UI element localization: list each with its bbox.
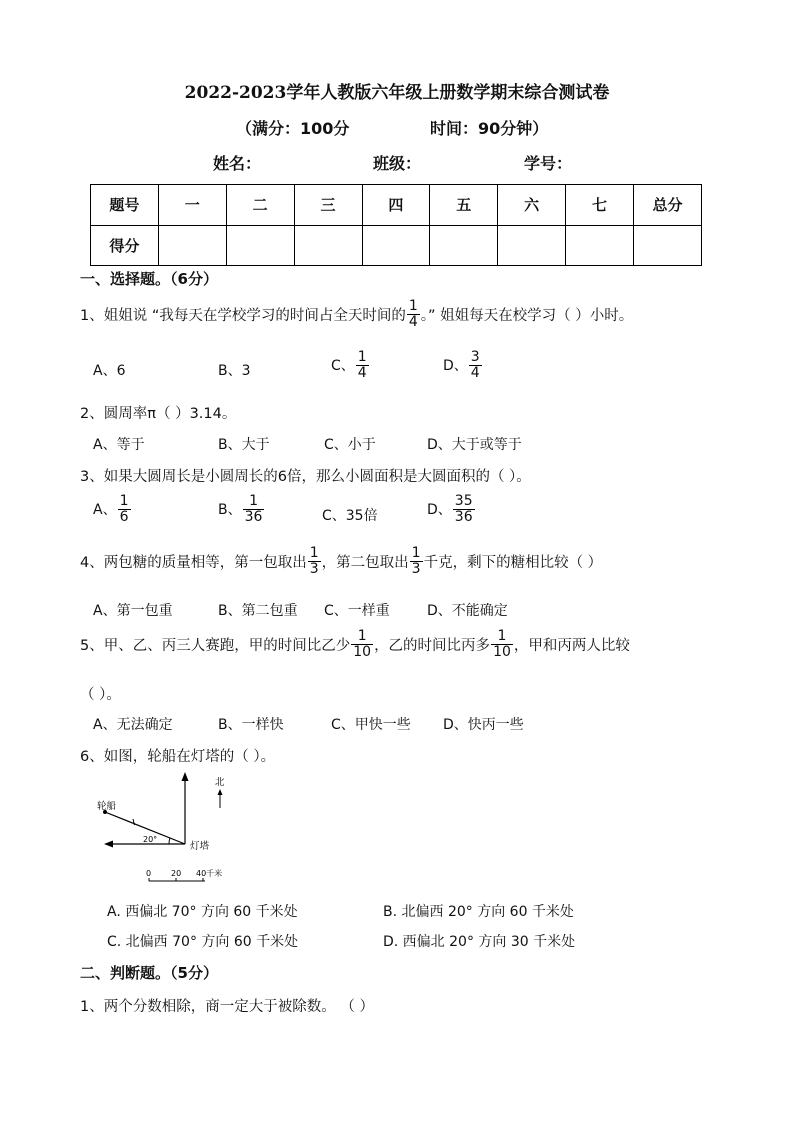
- score-table-header-row: [91, 185, 702, 226]
- q3-option-a-fraction: [118, 494, 131, 524]
- q6-option-d[interactable]: D. 西偏北 20° 方向 30 千米处: [383, 934, 576, 950]
- judgement-question-1: 1、两个分数相除，商一定大于被除数。 （ ）: [80, 999, 374, 1015]
- scale-label-0: 0: [146, 869, 152, 878]
- q6-option-a[interactable]: A. 西偏北 70° 方向 60 千米处: [107, 904, 298, 920]
- full-score: （满分：100分: [236, 119, 350, 138]
- score-input-7[interactable]: [566, 225, 634, 266]
- score-input-3[interactable]: [294, 225, 362, 266]
- score-table-score-row: [91, 225, 702, 266]
- q3-option-b[interactable]: [218, 494, 265, 524]
- q5-fraction-1: [351, 629, 373, 659]
- north-indicator-arrow: [218, 789, 223, 795]
- q5-option-b[interactable]: B、一样快: [218, 717, 284, 733]
- q2-option-c[interactable]: C、小于: [324, 437, 376, 453]
- q5-text-c: ，甲和丙两人比较: [513, 637, 630, 654]
- frac-num: 1: [411, 545, 421, 561]
- q2-option-a[interactable]: A、等于: [93, 437, 145, 453]
- q4-text-c: 千克，剩下的糖相比较（ ）: [423, 554, 603, 571]
- q1-option-d[interactable]: [443, 350, 483, 380]
- q4-fraction-2: [410, 546, 423, 576]
- q4-option-d[interactable]: D、不能确定: [427, 603, 508, 619]
- q3-option-d-fraction: [453, 494, 475, 524]
- q4-text-a: 4、两包糖的质量相等，第一包取出: [80, 554, 307, 571]
- north-axis-arrow: [182, 772, 189, 781]
- q1-option-a[interactable]: A、6: [93, 363, 126, 379]
- q4-option-a[interactable]: A、第一包重: [93, 603, 173, 619]
- cell-section-4: 四: [362, 185, 430, 226]
- cell-section-2: 二: [226, 185, 294, 226]
- q5-option-d[interactable]: D、快丙一些: [443, 717, 524, 733]
- score-input-total[interactable]: [634, 225, 702, 266]
- q4-fraction-1: [308, 546, 321, 576]
- q5-option-a[interactable]: A、无法确定: [93, 717, 173, 733]
- exam-title: 2022-2023学年人教版六年级上册数学期末综合测试卷: [184, 83, 610, 103]
- cell-section-6: 六: [498, 185, 566, 226]
- q3-option-b-fraction: [243, 494, 265, 524]
- q3-option-b-prefix: B、: [218, 502, 242, 519]
- question-6: 6、如图，轮船在灯塔的（ ）。: [80, 749, 276, 765]
- q5-fraction-2: [491, 629, 513, 659]
- student-id-label: 学号：: [524, 154, 573, 173]
- score-input-2[interactable]: [226, 225, 294, 266]
- section-2-title: 二、判断题。（5分）: [80, 964, 218, 982]
- q1-text-a: 1、姐姐说 “我每天在学校学习的时间占全天时间的: [80, 307, 406, 324]
- q5-text-a: 5、甲、乙、丙三人赛跑，甲的时间比乙少: [80, 637, 351, 654]
- q3-option-a[interactable]: [93, 494, 132, 524]
- score-input-1[interactable]: [158, 225, 226, 266]
- q1-option-c-fraction: [356, 350, 369, 380]
- frac-den: 3: [309, 560, 319, 577]
- q1-option-d-prefix: D、: [443, 358, 468, 375]
- frac-den: 36: [244, 508, 263, 525]
- score-input-6[interactable]: [498, 225, 566, 266]
- q1-option-c[interactable]: [331, 350, 370, 380]
- q3-option-d[interactable]: [427, 494, 476, 524]
- q3-option-d-prefix: D、: [427, 502, 452, 519]
- question-2: 2、圆周率π（ ）3.14。: [80, 406, 237, 422]
- q5-answer-blank: （ ）。: [80, 687, 121, 703]
- exam-time: 时间：90分钟）: [430, 119, 549, 138]
- score-input-4[interactable]: [362, 225, 430, 266]
- ship-label: 轮船: [97, 801, 117, 812]
- frac-num: 35: [454, 493, 473, 509]
- frac-den: 4: [470, 364, 480, 381]
- frac-num: 1: [497, 628, 507, 644]
- cell-section-1: 一: [158, 185, 226, 226]
- q3-option-a-prefix: A、: [93, 502, 117, 519]
- question-4: [80, 546, 602, 576]
- question-1: [80, 299, 633, 329]
- frac-den: 6: [119, 508, 129, 525]
- cell-section-7: 七: [566, 185, 634, 226]
- cell-score-label: 得分: [91, 225, 159, 266]
- q4-text-b: ，第二包取出: [321, 554, 409, 571]
- class-label: 班级：: [373, 154, 422, 173]
- q1-frac-num: 1: [408, 298, 418, 314]
- frac-num: 1: [309, 545, 319, 561]
- frac-num: 1: [119, 493, 129, 509]
- frac-den: 3: [411, 560, 421, 577]
- cell-question-number: 题号: [91, 185, 159, 226]
- q1-option-c-prefix: C、: [331, 358, 355, 375]
- question-3: 3、如果大圆周长是小圆周长的6倍，那么小圆面积是大圆面积的（ ）。: [80, 469, 531, 485]
- q2-option-b[interactable]: B、大于: [218, 437, 270, 453]
- q1-frac-den: 4: [408, 313, 418, 330]
- q6-option-b[interactable]: B. 北偏西 20° 方向 60 千米处: [383, 904, 574, 920]
- frac-den: 36: [454, 508, 473, 525]
- frac-num: 1: [357, 628, 367, 644]
- section-1-title: 一、选择题。（6分）: [80, 270, 218, 288]
- q4-option-c[interactable]: C、一样重: [324, 603, 390, 619]
- frac-den: 10: [353, 643, 372, 660]
- frac-num: 1: [357, 349, 367, 365]
- north-label: 北: [215, 777, 225, 788]
- lighthouse-label: 灯塔: [190, 841, 210, 852]
- scale-label-40: 40千米: [196, 869, 223, 878]
- q3-option-c[interactable]: C、35倍: [322, 508, 378, 524]
- scale-label-20: 20: [171, 869, 182, 878]
- frac-num: 3: [470, 349, 480, 365]
- q1-text-b: 。” 姐姐每天在校学习（ ）小时。: [420, 307, 634, 324]
- cell-section-5: 五: [430, 185, 498, 226]
- q2-option-d[interactable]: D、大于或等于: [427, 437, 522, 453]
- q5-text-b: ，乙的时间比丙多: [374, 637, 491, 654]
- score-input-5[interactable]: [430, 225, 498, 266]
- cell-total: 总分: [634, 185, 702, 226]
- frac-den: 4: [357, 364, 367, 381]
- question-5: [80, 629, 630, 659]
- score-table: [90, 184, 702, 266]
- q1-fraction: [407, 299, 420, 329]
- cell-section-3: 三: [294, 185, 362, 226]
- frac-num: 1: [249, 493, 258, 509]
- q4-option-b[interactable]: B、第二包重: [218, 603, 298, 619]
- west-axis-arrow: [104, 841, 113, 848]
- lighthouse-diagram: [95, 770, 240, 885]
- q6-option-c[interactable]: C. 北偏西 70° 方向 60 千米处: [107, 934, 299, 950]
- name-label: 姓名：: [213, 154, 262, 173]
- q1-option-d-fraction: [469, 350, 482, 380]
- q1-option-b[interactable]: B、3: [218, 363, 251, 379]
- angle-label: 20°: [143, 835, 158, 844]
- q5-option-c[interactable]: C、甲快一些: [331, 717, 411, 733]
- frac-den: 10: [493, 643, 511, 660]
- angle-arc: [169, 838, 170, 844]
